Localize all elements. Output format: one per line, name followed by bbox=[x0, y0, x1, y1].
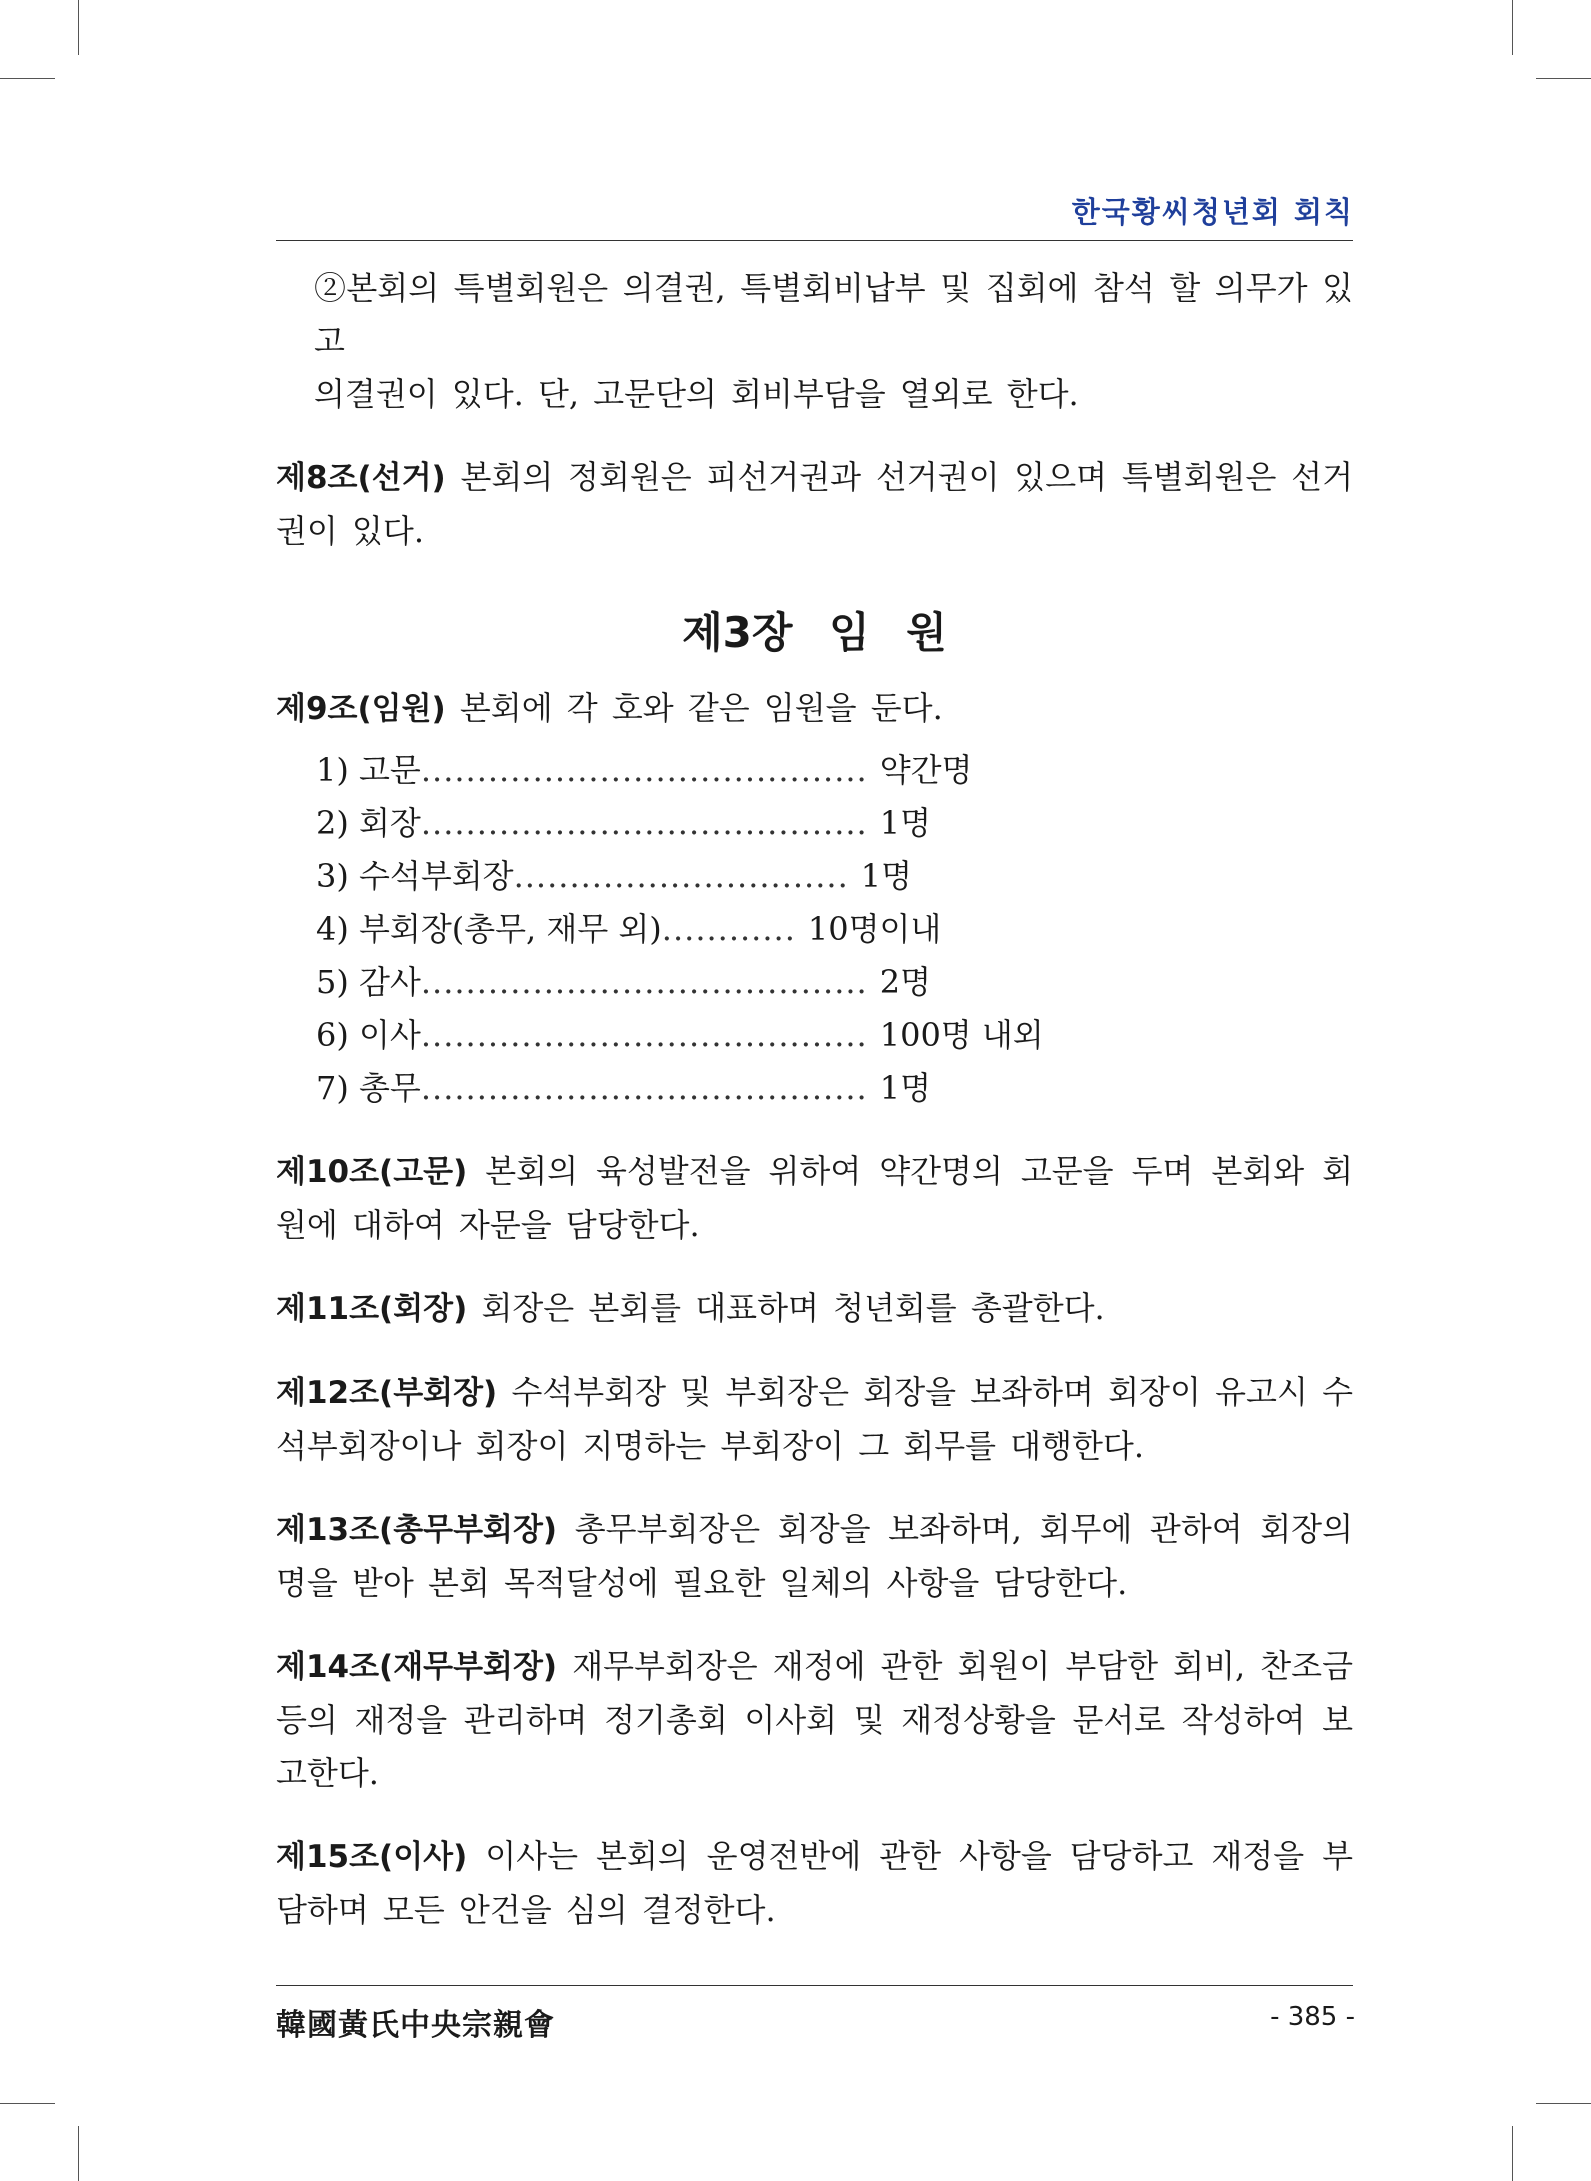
article-text: 본회의 정회원은 피선거권과 선거권이 있으며 특별회원은 선거권이 있다. bbox=[276, 458, 1353, 550]
article-text: 본회의 육성발전을 위하여 약간명의 고문을 두며 본회와 회원에 대하여 자문을 담당한다. bbox=[276, 1152, 1353, 1244]
article-10 bbox=[276, 1145, 1353, 1252]
officer-title: 5) 감사 bbox=[316, 963, 421, 1001]
officer-count: 1명 bbox=[879, 804, 931, 842]
article-15 bbox=[276, 1830, 1353, 1937]
article-14 bbox=[276, 1640, 1353, 1800]
officer-count: 10명이내 bbox=[807, 910, 942, 948]
officer-title: 6) 이사 bbox=[316, 1016, 421, 1054]
crop-mark bbox=[0, 78, 55, 79]
continuation-line: 의결권이 있다. 단, 고문단의 회비부담을 열외로 한다. bbox=[314, 375, 1079, 413]
article-heading: 제13조(총무부회장) bbox=[276, 1512, 558, 1548]
crop-mark bbox=[1536, 78, 1591, 79]
officer-list bbox=[316, 744, 1353, 1115]
article-text: 본회에 각 호와 같은 임원을 둔다. bbox=[445, 689, 943, 727]
article-8 bbox=[276, 451, 1353, 558]
article-heading: 제8조(선거) bbox=[276, 460, 446, 496]
leader-dots: ........................................ bbox=[420, 804, 868, 842]
leader-dots: ............ bbox=[661, 910, 796, 948]
officer-title: 4) 부회장(총무, 재무 외) bbox=[316, 910, 662, 948]
crop-mark bbox=[78, 0, 79, 55]
continuation-line: ②본회의 특별회원은 의결권, 특별회비납부 및 집회에 참석 할 의무가 있고 bbox=[314, 269, 1353, 360]
officer-title: 2) 회장 bbox=[316, 804, 421, 842]
article-11 bbox=[276, 1282, 1353, 1336]
page-body bbox=[276, 262, 1353, 1937]
crop-mark bbox=[1512, 0, 1513, 55]
list-item bbox=[316, 1062, 1353, 1115]
article-text: 회장은 본회를 대표하며 청년회를 총괄한다. bbox=[467, 1289, 1105, 1327]
article-13 bbox=[276, 1503, 1353, 1610]
leader-dots: ........................................ bbox=[420, 1069, 868, 1107]
officer-count: 2명 bbox=[879, 963, 931, 1001]
crop-mark bbox=[1536, 2103, 1591, 2104]
officer-count: 1명 bbox=[860, 857, 913, 895]
officer-title: 3) 수석부회장 bbox=[316, 857, 514, 895]
article-heading: 제11조(회장) bbox=[276, 1291, 468, 1327]
crop-mark bbox=[78, 2126, 79, 2181]
article-text: 총무부회장은 회장을 보좌하며, 회무에 관하여 회장의 명을 받아 본회 목적달성에 필요한 일체의 사항을 담당한다. bbox=[276, 1510, 1353, 1602]
leader-dots: .............................. bbox=[513, 857, 849, 895]
article-heading: 제14조(재무부회장) bbox=[276, 1649, 558, 1685]
list-item bbox=[316, 797, 1353, 850]
header-rule bbox=[276, 240, 1353, 241]
officer-count: 약간명 bbox=[879, 751, 973, 789]
leader-dots: ........................................ bbox=[420, 1016, 868, 1054]
list-item bbox=[316, 850, 1353, 903]
leader-dots: ........................................ bbox=[420, 963, 868, 1001]
running-header-title: 한국황씨청년회 회칙 bbox=[1071, 195, 1354, 229]
article-text: 수석부회장 및 부회장은 회장을 보좌하며 회장이 유고시 수석부회장이나 회장이 지명하는 부회장이 그 회무를 대행한다. bbox=[276, 1373, 1353, 1465]
article-heading: 제10조(고문) bbox=[276, 1154, 468, 1190]
article-heading: 제12조(부회장) bbox=[276, 1375, 498, 1411]
crop-mark bbox=[1512, 2126, 1513, 2181]
list-item bbox=[316, 744, 1353, 797]
footer-organization: 韓國黃氏中央宗親會 bbox=[276, 2008, 555, 2043]
list-item bbox=[316, 1009, 1353, 1062]
officer-count: 1명 bbox=[879, 1069, 931, 1107]
article-heading: 제15조(이사) bbox=[276, 1839, 468, 1875]
list-item bbox=[316, 903, 1353, 956]
article-12 bbox=[276, 1366, 1353, 1473]
chapter-title: 제3장 임 원 bbox=[682, 608, 947, 657]
list-item bbox=[316, 956, 1353, 1009]
article-text: 재무부회장은 재정에 관한 회원이 부담한 회비, 찬조금 등의 재정을 관리하며 정기총회 이사회 및 재정상황을 문서로 작성하여 보고한다. bbox=[276, 1647, 1353, 1792]
officer-title: 1) 고문 bbox=[316, 751, 421, 789]
officer-title: 7) 총무 bbox=[316, 1069, 421, 1107]
article-9 bbox=[276, 682, 1353, 736]
crop-mark bbox=[0, 2103, 55, 2104]
footer-rule bbox=[276, 1985, 1353, 1986]
officer-count: 100명 내외 bbox=[879, 1016, 1044, 1054]
continuation-paragraph bbox=[276, 262, 1353, 421]
article-heading: 제9조(임원) bbox=[276, 691, 446, 727]
article-text: 이사는 본회의 운영전반에 관한 사항을 담당하고 재정을 부담하며 모든 안건을 심의 결정한다. bbox=[276, 1837, 1353, 1929]
page-number: - 385 - bbox=[1270, 2002, 1355, 2032]
leader-dots: ........................................ bbox=[420, 751, 868, 789]
